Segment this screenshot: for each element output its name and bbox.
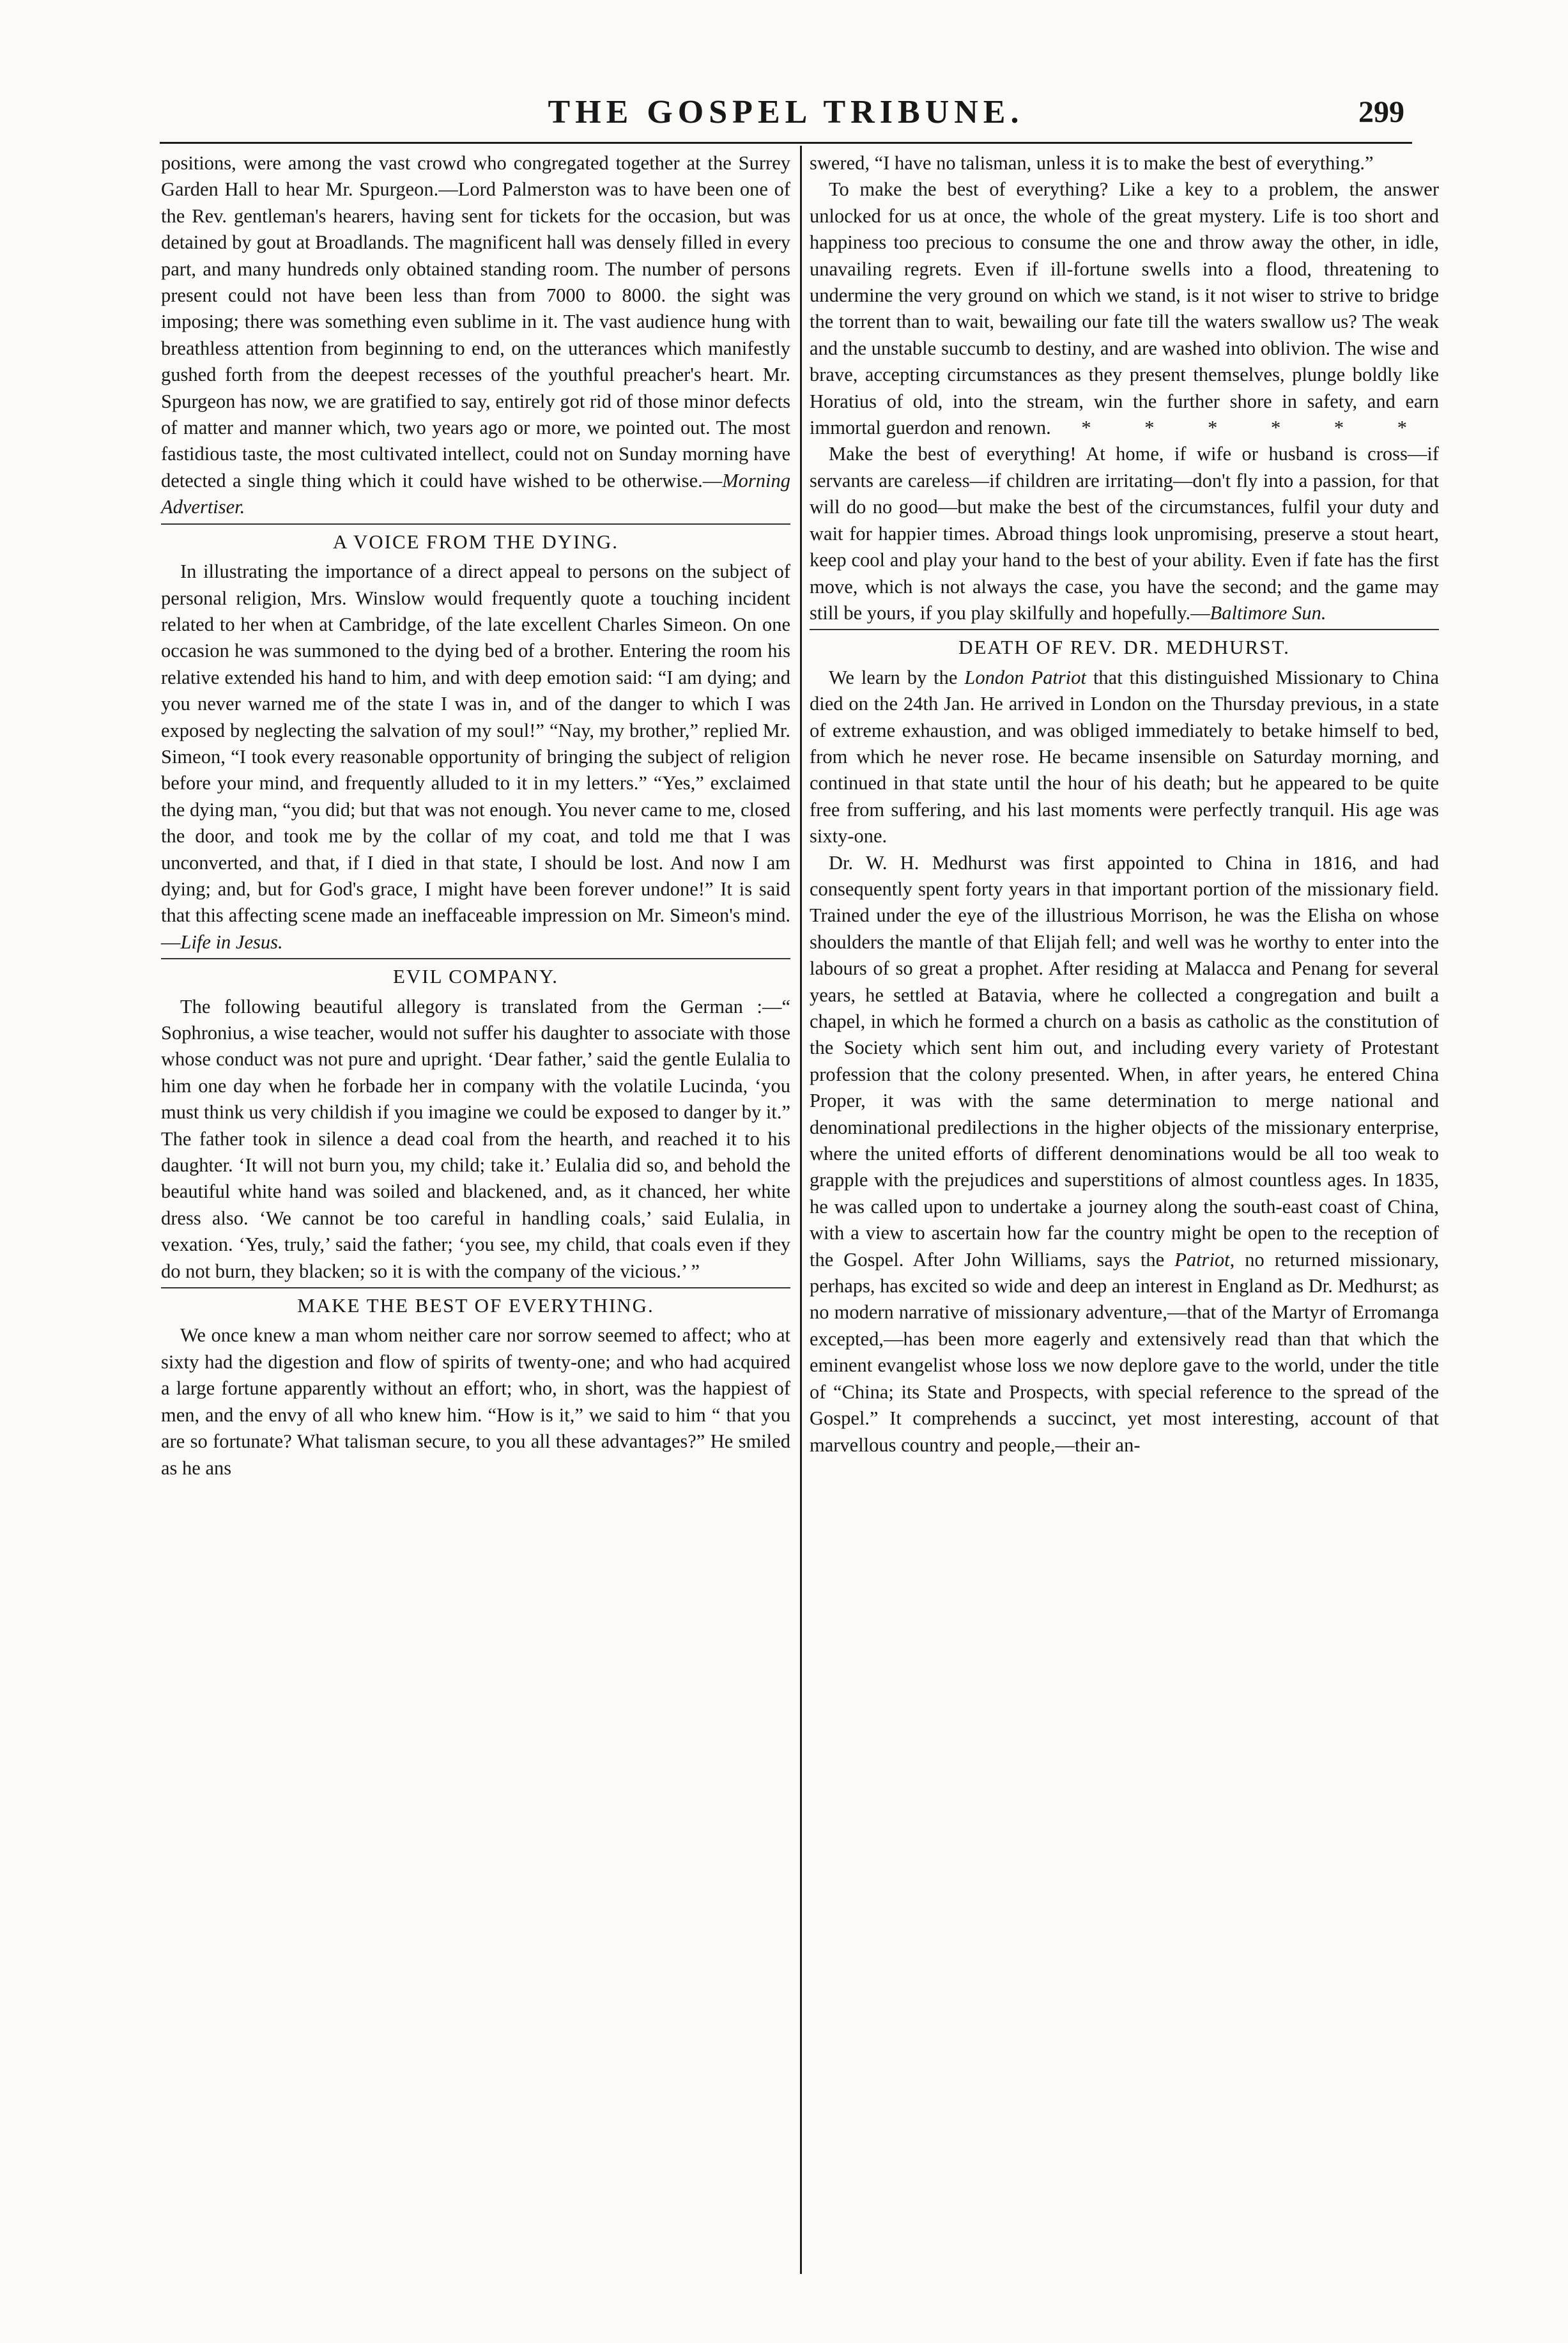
article-best-body: We once knew a man whom neither care nor sorrow seemed to affect; who at sixty had the digestion and flow of spirits of twenty-one; and who had acquired a large fortune apparently without an effort; who, in short, was the happiest of men, and the envy of all who knew him. “How is it,” we said to him “ that you are so fortunate? What talisman secure, to you all these advantages?” He smiled as he ans <box>161 1324 790 1479</box>
article-medhurst-para-1 <box>810 665 1439 850</box>
medhurst-p1-a: We learn by the <box>829 666 965 688</box>
medhurst-p2-a: Dr. W. H. Medhurst was first appointed to China in 1816, and had consequently spent forty years in that important portion of the missionary field. Trained under the eye of the illustrious Morrison, he was the Elisha on whose shoulders the mantle of that Elijah fell; and well was he worthy to enter into the labours of so great a prophet. After residing at Malacca and Penang for several years, he settled at Batavia, where he collected a congregation and built a chapel, in which he formed a church on a basis as catholic as the constitution of the Society which sent him out, and including every variety of Protestant profession that the colony presented. When, in after years, he entered China Proper, it was with the same determination to merge national and denominational predilections in the higher objects of the missionary enterprise, where the united efforts of different denominations would be all too weak to grapple with the prejudices and superstitions of almost countless ages. In 1835, he was called upon to undertake a journey along the south-east coast of China, with a view to ascertain how far the country might be open to the reception of the Gospel. After John Williams, says the <box>810 851 1439 1271</box>
article-spurgeon-text: positions, were among the vast crowd who congregated together at the Surrey Garden Hall to hear Mr. Spurgeon.—Lord Palmerston was to have been one of the Rev. gentleman's hearers, having sent for tickets for the occasion, but was detained by gout at Broadlands. The magnificent hall was densely filled in every part, and many hundreds only obtained standing room. The number of persons present could not have been less than from 7000 to 8000. the sight was imposing; there was something even sublime in it. The vast audience hung with breathless attention from beginning to end, on the utterances which manifestly gushed forth from the deepest recesses of the youthful preacher's heart. Mr. Spurgeon has now, we are gratified to say, entirely got rid of those minor defects of matter and manner which, two years ago or more, we pointed out. The most fastidious taste, the most cultivated intellect, could not on Sunday morning have detected a single thing which it could have wished to be otherwise.— <box>161 152 790 491</box>
article-best-para-2 <box>810 176 1439 441</box>
page-header <box>160 88 1412 139</box>
medhurst-p1-b: that this distinguished Missionary to China died on the 24th Jan. He arrived in London on the Thursday previous, in a state of extreme exhaustion, and was obliged immediately to betake himself to bed, from which he never rose. He became insensible on Saturday morning, and continued in that state until the hour of his death; but he appeared to be quite free from suffering, and his last moments were perfectly tranquil. His age was sixty-one. <box>810 666 1439 847</box>
article-best-para-3-text: Make the best of everything! At home, if wife or husband is cross—if servants are careless—if children are irritating—don't fly into a passion, for that will do no good—but make the best of the circumstances, fulfil your duty and wait for happier times. Abroad things look unpromising, preserve a stout heart, keep cool and play your hand to the best of your ability. Even if fate has the first move, which is not always the case, you have the second; and the game may still be yours, if you play skilfully and hopefully.— <box>810 443 1439 624</box>
header-rule <box>160 142 1412 144</box>
article-voice-source: Life in Jesus. <box>180 931 283 953</box>
medhurst-p2-source: Patriot <box>1174 1248 1230 1271</box>
article-medhurst-title: DEATH OF REV. DR. MEDHURST. <box>810 629 1439 660</box>
page-number: 299 <box>1358 95 1404 129</box>
medhurst-p2-b: , no returned missionary, perhaps, has excited so wide and deep an interest in England as Dr. Medhurst; as no modern narrative of missionary adventure,—that of the Martyr of Erromanga excepted,—has been more eagerly and extensively read than that which the eminent evangelist whose loss we now deplore gave to the world, under the title of “China; its State and Prospects, with special reference to the spread of the Gospel.” It comprehends a succinct, yet most interesting, account of that marvellous country and people,—their an- <box>810 1248 1439 1456</box>
article-evil-title: EVIL COMPANY. <box>161 958 790 989</box>
article-voice-title: A VOICE FROM THE DYING. <box>161 523 790 555</box>
article-best-para-2-text: To make the best of everything? Like a key to a problem, the answer unlocked for us at once, the whole of the great mystery. Life is too short and happiness too precious to consume the one and throw away the other, in idle, unavailing regrets. Even if ill-fortune swells into a flood, threatening to undermine the very ground on which we stand, is it not wiser to strive to bridge the torrent than to wait, bewailing our fate till the waters swallow us? The weak and the unstable succumb to destiny, and are washed into oblivion. The wise and brave, accepting circumstances as they present themselves, plunge boldly like Horatius of old, into the stream, win the further shore in safety, and earn immortal guerdon and renown. <box>810 178 1439 439</box>
article-spurgeon-body <box>161 150 790 521</box>
column-divider <box>800 146 802 2274</box>
section-stars: * * * * * * <box>1081 417 1432 439</box>
article-best-continued: swered, “I have no talisman, unless it is to make the best of everything.” <box>810 152 1374 174</box>
article-medhurst-para-2 <box>810 850 1439 1458</box>
masthead-title: THE GOSPEL TRIBUNE. <box>548 94 1024 130</box>
right-column <box>810 150 1439 1458</box>
medhurst-p1-source: London Patriot <box>964 666 1086 688</box>
article-best-para-3 <box>810 441 1439 626</box>
article-best-source: Baltimore Sun. <box>1210 601 1326 624</box>
left-column <box>161 150 790 1481</box>
article-voice-body <box>161 559 790 955</box>
article-spurgeon-source: Morning Advertiser. <box>161 469 790 518</box>
article-evil-body: The following beautiful allegory is translated from the German :—“ Sophronius, a wise teacher, would not suffer his daughter to associate with those whose conduct was not pure and upright. ‘Dear father,’ said the gentle Eulalia to him one day when he forbade her in company with the volatile Lucinda, ‘you must think us very childish if you imagine we could be exposed to danger by it.” The father took in silence a dead coal from the hearth, and reached it to his daughter. ‘It will not burn you, my child; take it.’ Eulalia did so, and behold the beautiful white hand was soiled and blackened, and, as it chanced, her white dress also. ‘We cannot be too careful in handling coals,’ said Eulalia, in vexation. ‘Yes, truly,’ said the father; ‘you see, my child, that coals even if they do not burn, they blacken; so it is with the company of the vicious.’ ” <box>161 995 790 1282</box>
article-best-title: MAKE THE BEST OF EVERYTHING. <box>161 1287 790 1318</box>
article-voice-text: In illustrating the importance of a direct appeal to persons on the subject of personal religion, Mrs. Winslow would frequently quote a touching incident related to her when at Cambridge, of the late excellent Charles Simeon. On one occasion he was summoned to the dying bed of a brother. Entering the room his relative extended his hand to him, and with deep emotion said: “I am dying; and you never warned me of the state I was in, and of the danger to which I was exposed by neglecting the salvation of my soul!” “Nay, my brother,” replied Mr. Simeon, “I took every reasonable opportunity of bringing the subject of religion before your mind, and frequently alluded to it in my letters.” “Yes,” exclaimed the dying man, “you did; but that was not enough. You never came to me, closed the door, and took me by the collar of my coat, and told me that I was unconverted, and that, if I died in that state, I should be lost. And now I am dying; and, but for God's grace, I might have been forever undone!” It is said that this affecting scene made an ineffaceable impression on Mr. Simeon's mind.— <box>161 561 790 953</box>
